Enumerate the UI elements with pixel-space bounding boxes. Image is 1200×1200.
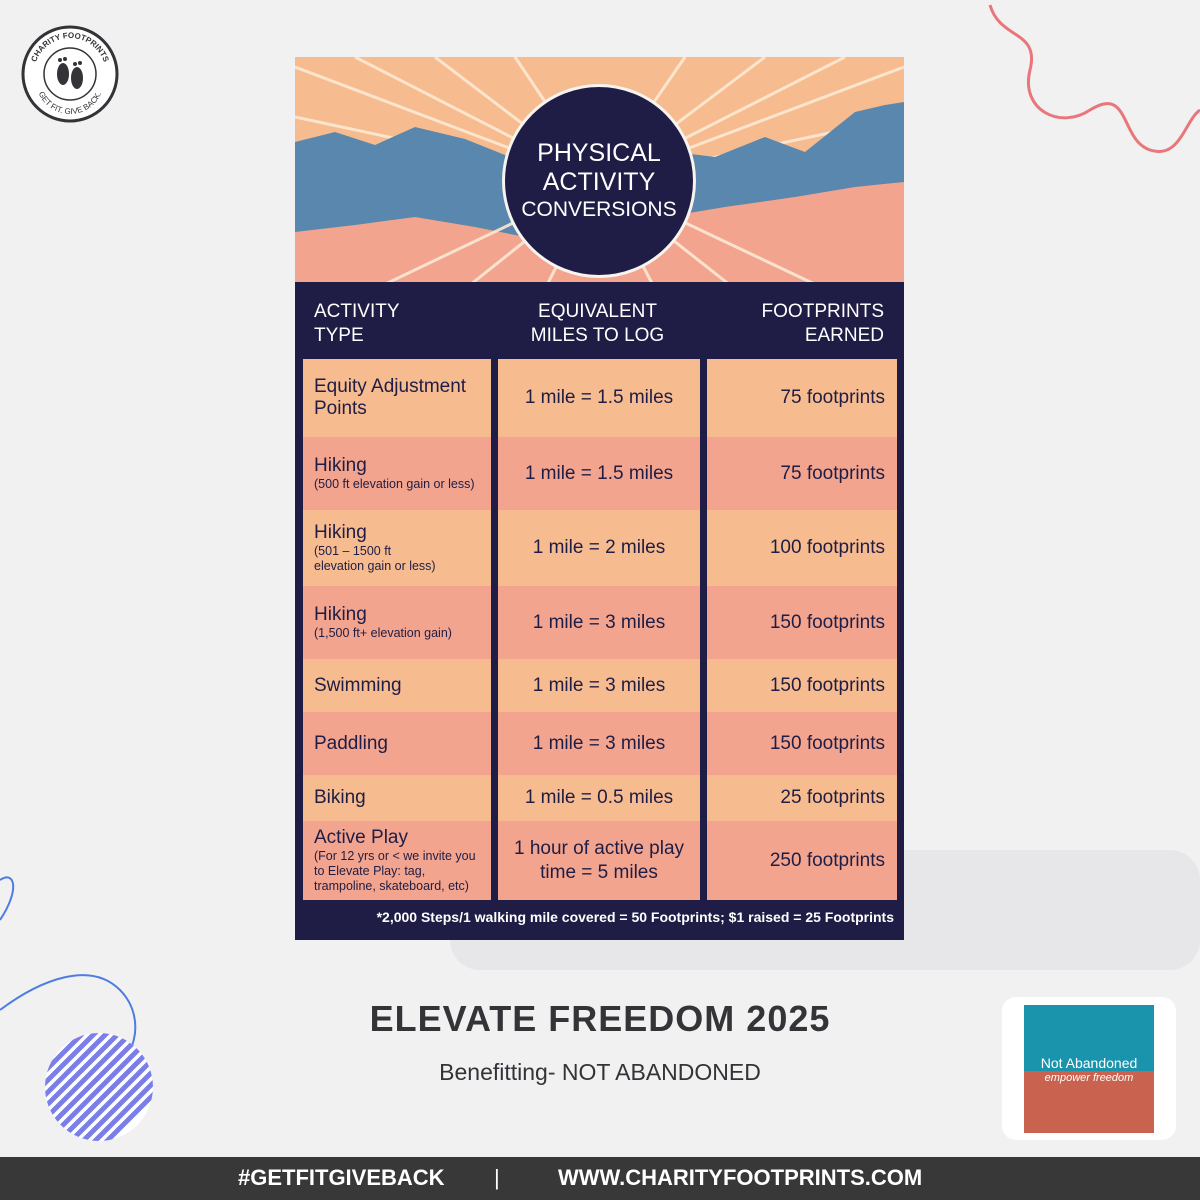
equivalent-cell: 1 mile = 2 miles (498, 510, 700, 586)
activity-cell: Equity Adjustment Points (303, 359, 491, 437)
footprints-cell: 150 footprints (707, 586, 897, 659)
footprints-cell: 150 footprints (707, 659, 897, 712)
poster-title-badge (502, 84, 696, 278)
conversion-table (303, 359, 897, 900)
poster-title-line1: PHYSICAL (537, 139, 661, 167)
not-abandoned-logo (1024, 1005, 1154, 1133)
header-equivalent-miles: EQUIVALENT MILES TO LOG (530, 301, 665, 346)
activity-cell: Paddling (303, 712, 491, 775)
activity-cell: Biking (303, 775, 491, 821)
equivalent-cell: 1 mile = 3 miles (498, 712, 700, 775)
event-subtitle: Benefitting- NOT ABANDONED (439, 1059, 761, 1085)
footer-hashtag[interactable]: #GETFITGIVEBACK (238, 1165, 445, 1190)
equivalent-cell: 1 mile = 3 miles (498, 586, 700, 659)
footprints-cell: 75 footprints (707, 437, 897, 510)
partner-tagline: empower freedom (1044, 1072, 1134, 1084)
footprints-cell: 150 footprints (707, 712, 897, 775)
charity-footprints-logo[interactable] (20, 24, 120, 124)
conversion-poster (295, 57, 904, 940)
equivalent-cell: 1 mile = 1.5 miles (498, 359, 700, 437)
activity-cell: Hiking (500 ft elevation gain or less) (303, 437, 491, 510)
activity-cell: Hiking (501 – 1500 ft elevation gain or less) (303, 510, 491, 586)
activity-cell: Swimming (303, 659, 491, 712)
equivalent-cell: 1 mile = 0.5 miles (498, 775, 700, 821)
top-right-squiggle (990, 5, 1200, 152)
poster-title-line2: ACTIVITY (542, 168, 656, 196)
footprints-cell: 25 footprints (707, 775, 897, 821)
footprints-cell: 250 footprints (707, 821, 897, 900)
partner-logo-card[interactable] (1002, 997, 1176, 1140)
equivalent-cell: 1 mile = 3 miles (498, 659, 700, 712)
footer-website-link[interactable]: WWW.CHARITYFOOTPRINTS.COM (558, 1165, 923, 1190)
header-activity-type: ACTIVITY TYPE (314, 301, 400, 346)
activity-cell: Hiking (1,500 ft+ elevation gain) (303, 586, 491, 659)
footprints-cell: 75 footprints (707, 359, 897, 437)
event-title: ELEVATE FREEDOM 2025 (369, 998, 831, 1039)
logo-tagline: GET FIT. GIVE BACK. (36, 89, 104, 117)
poster-footnote: *2,000 Steps/1 walking mile covered = 50 Footprints; $1 raised = 25 Footprints (376, 909, 894, 925)
poster-title-line3: CONVERSIONS (521, 198, 677, 221)
activity-cell: Active Play (For 12 yrs or < we invite you to Elevate Play: tag, trampoline, skateboard, etc) (303, 821, 491, 900)
partner-name: Not Abandoned (1040, 1055, 1138, 1071)
equivalent-cell: 1 hour of active play time = 5 miles (498, 821, 700, 900)
footer-separator: | (494, 1165, 500, 1190)
header-footprints-earned: FOOTPRINTS EARNED (761, 301, 884, 346)
bottom-left-squiggle (0, 877, 135, 1061)
footer-bar (0, 1157, 1200, 1200)
logo-brand-name: CHARITY FOOTPRINTS (29, 30, 111, 64)
footprints-cell: 100 footprints (707, 510, 897, 586)
equivalent-cell: 1 mile = 1.5 miles (498, 437, 700, 510)
striped-circle (40, 1030, 160, 1150)
